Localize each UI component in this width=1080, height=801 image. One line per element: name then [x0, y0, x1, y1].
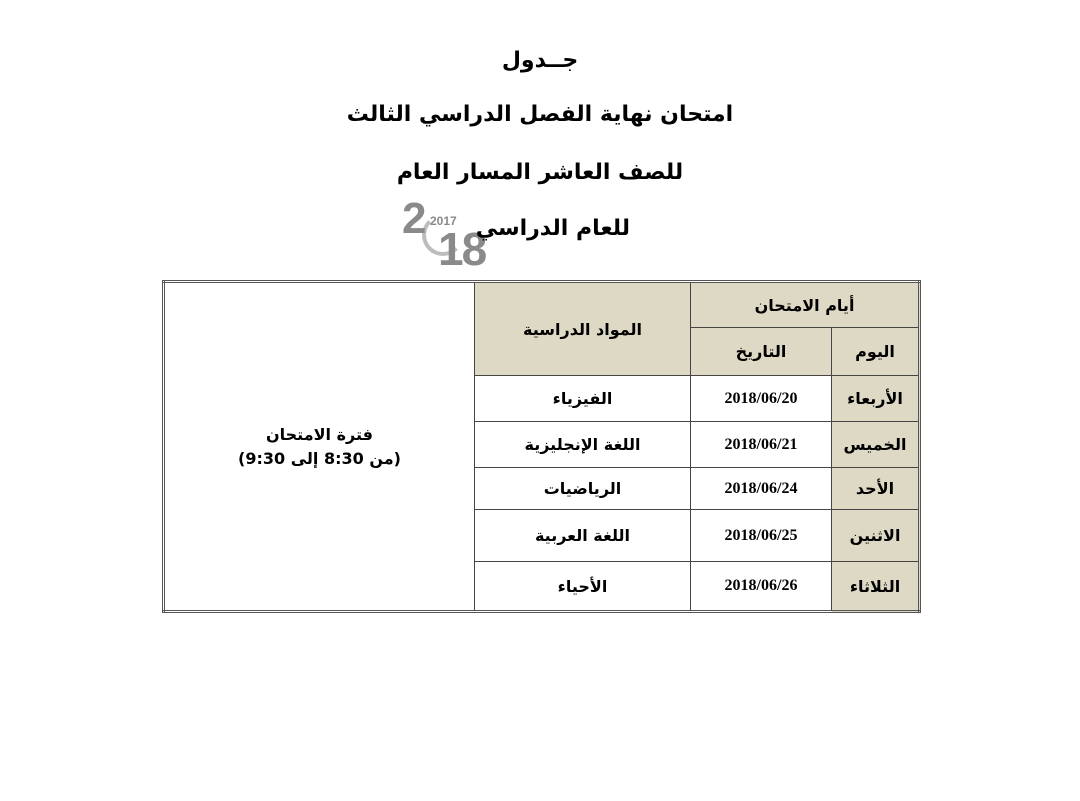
day-cell: الثلاثاء	[832, 562, 920, 612]
exam-schedule-table	[162, 280, 921, 613]
subject-cell: الفيزياء	[475, 376, 691, 422]
header-date: التاريخ	[691, 328, 832, 376]
subject-cell: الرياضيات	[475, 468, 691, 510]
title-line-4: للعام الدراسي	[475, 216, 630, 241]
year-2017-2018-logo	[400, 194, 486, 275]
title-line-1: جــدول	[501, 48, 579, 73]
date-cell: 2018/06/21	[691, 422, 832, 468]
header-exam-days: أيام الامتحان	[691, 282, 920, 328]
exam-period-cell	[164, 282, 475, 612]
day-cell: الأحد	[832, 468, 920, 510]
logo-digits-18: 18	[438, 223, 486, 275]
date-cell: 2018/06/24	[691, 468, 832, 510]
subject-cell: اللغة الإنجليزية	[475, 422, 691, 468]
subject-cell: الأحياء	[475, 562, 691, 612]
day-cell: الخميس	[832, 422, 920, 468]
title-line-2: امتحان نهاية الفصل الدراسي الثالث	[346, 102, 734, 127]
date-cell: 2018/06/20	[691, 376, 832, 422]
title-line-3: للصف العاشر المسار العام	[396, 160, 684, 185]
logo-year-2017: 2017	[430, 214, 457, 228]
date-cell: 2018/06/26	[691, 562, 832, 612]
day-cell: الأربعاء	[832, 376, 920, 422]
exam-period-time: (من 8:30 إلى 9:30)	[238, 448, 401, 468]
logo-digit-2: 2	[402, 194, 427, 243]
day-cell: الاثنين	[832, 510, 920, 562]
date-cell: 2018/06/25	[691, 510, 832, 562]
header-subjects: المواد الدراسية	[475, 282, 691, 376]
exam-period-label: فترة الامتحان	[265, 424, 373, 444]
academic-year-line	[400, 194, 630, 275]
header-day: اليوم	[832, 328, 920, 376]
subject-cell: اللغة العربية	[475, 510, 691, 562]
